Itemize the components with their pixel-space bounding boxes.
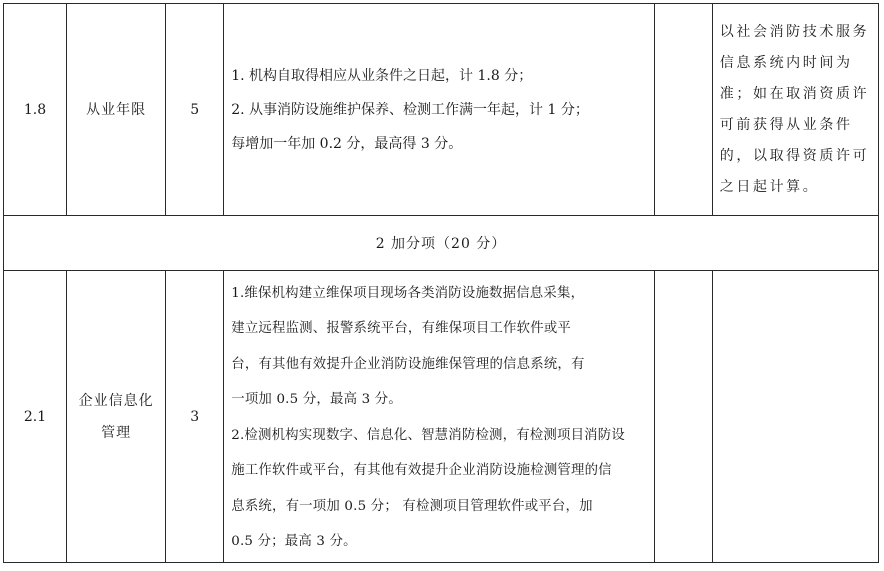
standard-line: 2. 从事消防设施维护保养、检测工作满一年起，计 1 分； xyxy=(231,101,589,118)
scoring-standard-cell xyxy=(224,4,654,216)
section-title: 2 加分项（20 分） xyxy=(4,216,879,271)
item-name-line: 管理 xyxy=(101,424,132,441)
note-line: 可前获得从业条件 xyxy=(719,116,853,133)
item-number: 1.8 xyxy=(4,4,67,216)
standard-line: 一项加 0.5 分，最高 3 分。 xyxy=(231,392,402,407)
item-score: 5 xyxy=(166,4,224,216)
standard-line: 施工作软件或平台，有其他有效提升企业消防设施检测管理的信 xyxy=(231,463,612,478)
standard-line: 每增加一年加 0.2 分，最高得 3 分。 xyxy=(231,135,463,152)
table-row xyxy=(4,271,879,563)
item-name-line: 企业信息化 xyxy=(78,392,154,409)
standard-line: 2.检测机构实现数字、信息化、智慧消防检测，有检测项目消防设 xyxy=(231,427,625,443)
note-cell xyxy=(712,4,878,216)
item-name xyxy=(67,271,166,563)
scoring-standard-text xyxy=(224,274,653,560)
note-cell xyxy=(712,271,878,563)
standard-line: 建立远程监测、报警系统平台，有维保项目工作软件或平 xyxy=(231,321,571,336)
note-line: 的，以取得资质许可 xyxy=(719,147,870,164)
note-line: 之日起计算。 xyxy=(719,178,820,195)
standard-line: 息系统，有一项加 0.5 分； 有检测项目管理软件或平台，加 xyxy=(231,498,593,514)
item-name: 从业年限 xyxy=(67,4,166,216)
item-score: 3 xyxy=(166,271,224,563)
scoring-standard-cell xyxy=(224,271,654,563)
standard-line: 0.5 分；最高 3 分。 xyxy=(231,534,357,549)
scoring-standard-text xyxy=(224,59,653,161)
empty-cell xyxy=(654,271,712,563)
section-row xyxy=(4,216,879,271)
table-row xyxy=(4,4,879,216)
note-line: 以社会消防技术服务 xyxy=(719,23,870,40)
scoring-table xyxy=(3,3,879,563)
item-number: 2.1 xyxy=(4,271,67,563)
note-line: 信息系统内时间为 xyxy=(719,54,853,71)
empty-cell xyxy=(654,4,712,216)
standard-line: 1. 机构自取得相应从业条件之日起，计 1.8 分； xyxy=(231,67,533,84)
standard-line: 1.维保机构建立维保项目现场各类消防设施数据信息采集， xyxy=(231,285,585,301)
note-text xyxy=(713,17,878,203)
standard-line: 台，有其他有效提升企业消防设施维保管理的信息系统，有 xyxy=(231,356,585,372)
note-line: 准；如在取消资质许 xyxy=(719,85,870,102)
